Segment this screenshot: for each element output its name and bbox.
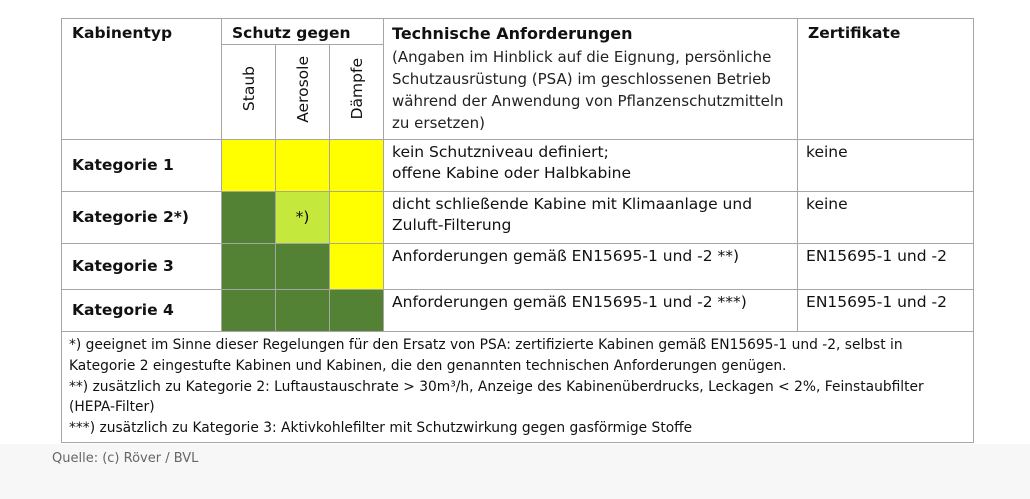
protection-cell [276,290,330,332]
zertifikat-cell: EN15695-1 und -2 [798,244,974,290]
tech-requirements-cell [384,140,798,192]
protection-cell [222,290,276,332]
protection-cell [222,192,276,244]
header-daempfe [330,45,384,140]
protection-cell: *) [276,192,330,244]
header-aerosole-label: Aerosole [293,55,312,123]
tech-requirements-cell [384,290,798,332]
protection-cell [222,244,276,290]
footnote-line: (HEPA-Filter) [69,399,155,416]
tech-line: dicht schließende Kabine mit Klimaanlage und [392,195,753,213]
footnote-line: *) geeignet im Sinne dieser Regelungen für den Ersatz von PSA: zertifizierte Kabinen gemäß EN15695-1 und -2, selbst in [69,337,903,353]
tech-line: Anforderungen gemäß EN15695-1 und -2 ***) [392,293,747,311]
cabin-category-table [61,18,974,443]
table-row [62,244,974,290]
kategorie-label: Kategorie 1 [62,140,222,192]
zertifikat-cell: keine [798,140,974,192]
footnote-line: ***) zusätzlich zu Kategorie 3: Aktivkohlefilter mit Schutzwirkung gegen gasförmige Stoffe [69,420,693,437]
tech-line: Zuluft-Filterung [392,216,512,234]
kategorie-label: Kategorie 2*) [62,192,222,244]
kategorie-label: Kategorie 3 [62,244,222,290]
source-caption: Quelle: (c) Röver / BVL [52,451,199,466]
footnotes [62,332,974,443]
kategorie-label: Kategorie 4 [62,290,222,332]
tech-line: offene Kabine oder Halbkabine [392,164,632,182]
header-kabinentyp: Kabinentyp [62,19,222,140]
protection-cell [276,140,330,192]
protection-cell [330,140,384,192]
protection-cell [276,244,330,290]
table-row [62,140,974,192]
table-row [62,192,974,244]
tech-line: Anforderungen gemäß EN15695-1 und -2 **) [392,247,740,265]
header-tech-description: (Angaben im Hinblick auf die Eignung, persönliche Schutzausrüstung (PSA) im geschlossenen Betrieb während der Anwendung von Pflanzenschutzmitteln zu ersetzen) [392,48,784,132]
footnote-line: **) zusätzlich zu Kategorie 2: Luftaustauschrate > 30m³/h, Anzeige des Kabinenüberdrucks, Leckagen < 2%, Feinstaubfilter [69,378,924,395]
header-staub-label: Staub [239,66,258,112]
zertifikat-cell: keine [798,192,974,244]
tech-line: kein Schutzniveau definiert; [392,143,609,161]
tech-requirements-cell [384,244,798,290]
header-staub [222,45,276,140]
header-technische-anforderungen [384,19,798,140]
tech-requirements-cell [384,192,798,244]
protection-cell [330,192,384,244]
header-zertifikate: Zertifikate [798,19,974,140]
footnote-line: Kategorie 2 eingestufte Kabinen und Kabinen, die den genannten technischen Anforderungen genügen. [69,357,787,374]
protection-cell [222,140,276,192]
header-daempfe-label: Dämpfe [347,58,366,120]
footnote-row [62,332,974,443]
zertifikat-cell: EN15695-1 und -2 [798,290,974,332]
protection-cell [330,290,384,332]
protection-cell [330,244,384,290]
table-row [62,290,974,332]
header-tech-title: Technische Anforderungen [392,24,633,43]
header-schutz-gegen: Schutz gegen [222,19,384,45]
header-aerosole [276,45,330,140]
